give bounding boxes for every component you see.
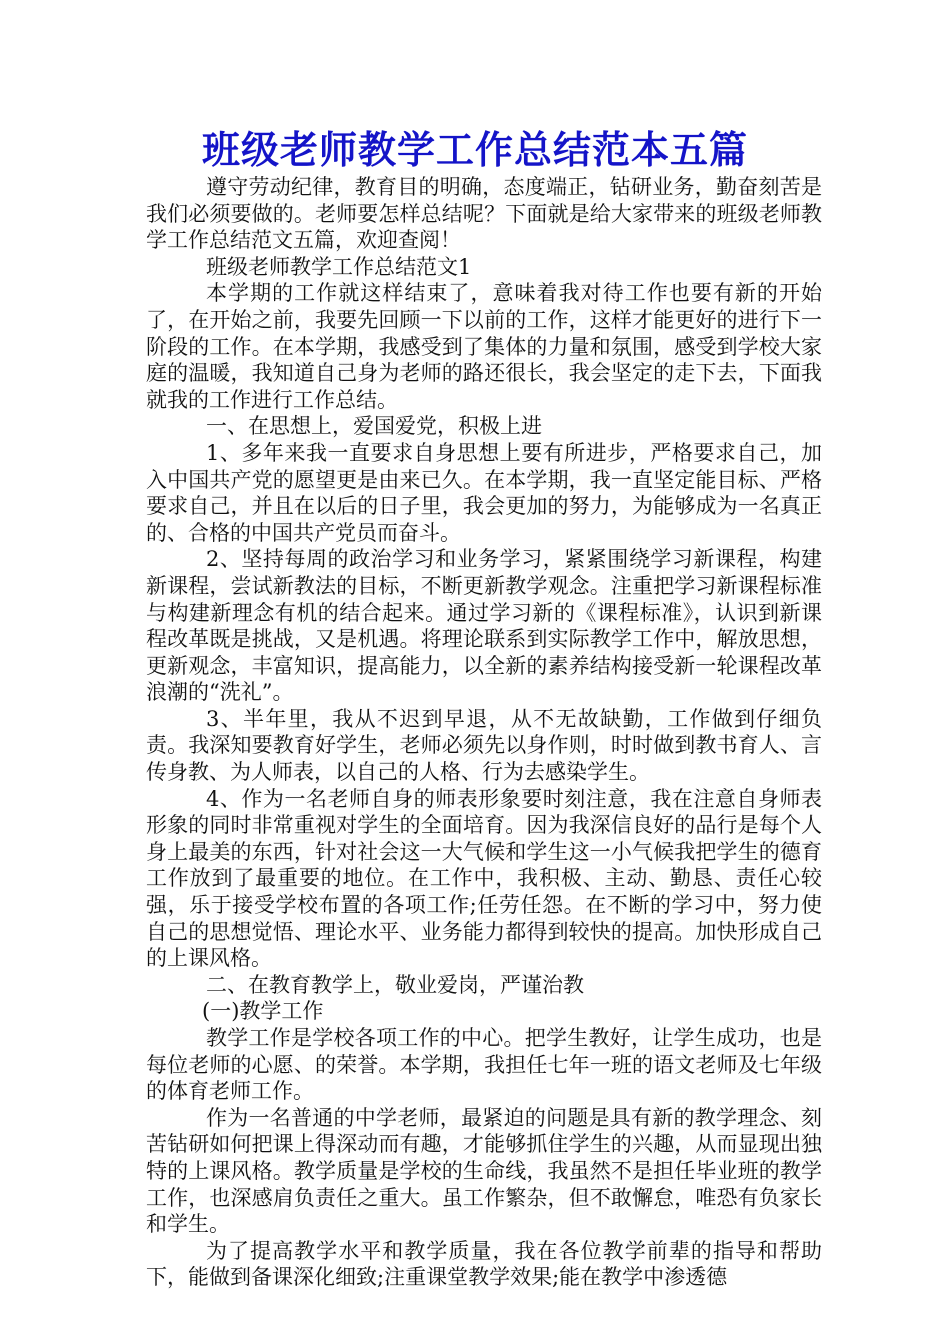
body-paragraph: 本学期的工作就这样结束了，意味着我对待工作也要有新的开始了，在开始之前，我要先回顾一下以前的工作，这样才能更好的进行下一阶段的工作。在本学期，我感受到了集体的力量和氛围，感受到学校大家庭的温暖，我知道自己身为老师的路还很长，我会坚定的走下去，下面我就我的工作进行工作总结。 xyxy=(146,281,822,412)
section-heading-thought: 一、在思想上，爱国爱党，积极上进 xyxy=(206,414,542,439)
body-paragraph: 教学工作是学校各项工作的中心。把学生教好，让学生成功，也是每位老师的心愿、的荣誉。本学期，我担任七年一班的语文老师及七年级的体育老师工作。 xyxy=(146,1026,822,1104)
document-title: 班级老师教学工作总结范本五篇 xyxy=(201,127,748,172)
body-paragraph: 4、作为一名老师自身的师表形象要时刻注意，我在注意自身师表形象的同时非常重视对学生的全面培育。因为我深信良好的品行是每个人身上最美的东西，针对社会这一大气候和学生这一小气候我把学生的德育工作放到了最重要的地位。在工作中，我积极、主动、勤恳、责任心较强，乐于接受学校布置的各项工作;任劳任怨。在不断的学习中，努力使自己的思想觉悟、理论水平、业务能力都得到较快的提高。加快形成自己的上课风格。 xyxy=(146,786,822,971)
section-heading-sample-1: 班级老师教学工作总结范文1 xyxy=(206,254,472,279)
subsection-heading: (一)教学工作 xyxy=(202,999,324,1024)
document-body xyxy=(146,174,822,1291)
body-paragraph: 3、半年里，我从不迟到早退，从不无故缺勤，工作做到仔细负责。我深知要教育好学生，老师必须先以身作则，时时做到教书育人、言传身教、为人师表，以自己的人格、行为去感染学生。 xyxy=(146,706,822,785)
body-paragraph: 作为一名普通的中学老师，最紧迫的问题是具有新的教学理念、刻苦钻研如何把课上得深动而有趣，才能够抓住学生的兴趣，从而显现出独特的上课风格。教学质量是学校的生命线，我虽然不是担任毕业班的教学工作，也深感肩负责任之重大。虽工作繁杂，但不敢懈怠，唯恐有负家长和学生。 xyxy=(146,1105,822,1237)
intro-paragraph: 遵守劳动纪律，教育目的明确，态度端正，钻研业务，勤奋刻苦是我们必须要做的。老师要怎样总结呢？下面就是给大家带来的班级老师教学工作总结范文五篇，欢迎查阅！ xyxy=(146,175,822,253)
body-paragraph: 1、多年来我一直要求自身思想上要有所进步，严格要求自己，加入中国共产党的愿望更是由来已久。在本学期，我一直坚定能目标、严格要求自己，并且在以后的日子里，我会更加的努力，为能够成为一名真正的、合格的中国共产党员而奋斗。 xyxy=(146,440,822,545)
body-paragraph: 为了提高教学水平和教学质量，我在各位教学前辈的指导和帮助下，能做到备课深化细致;注重课堂教学效果;能在教学中渗透德 xyxy=(146,1238,822,1290)
section-heading-teaching: 二、在教育教学上，敬业爱岗，严谨治教 xyxy=(206,972,584,997)
body-paragraph: 2、坚持每周的政治学习和业务学习，紧紧围绕学习新课程，构建新课程，尝试新教法的目标，不断更新教学观念。注重把学习新课程标准与构建新理念有机的结合起来。通过学习新的《课程标准》，认识到新课程改革既是挑战，又是机遇。将理论联系到实际教学工作中，解放思想，更新观念，丰富知识，提高能力，以全新的素养结构接受新一轮课程改革浪潮的“洗礼”。 xyxy=(146,547,822,705)
